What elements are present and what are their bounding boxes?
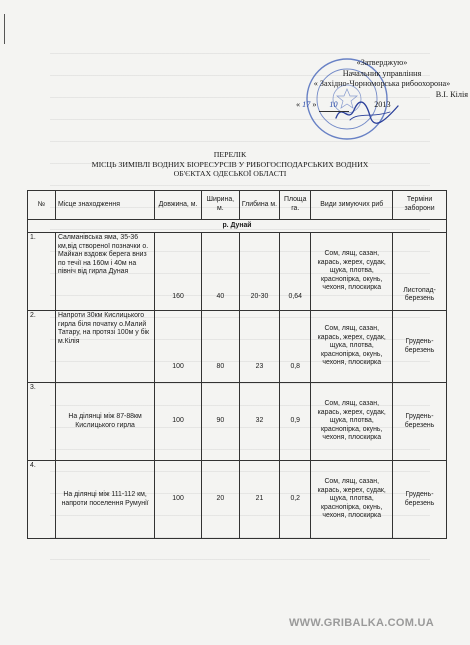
row-length: 160: [155, 233, 202, 311]
row-num: 1.: [28, 233, 56, 311]
date-year: 2013: [374, 100, 391, 109]
header-num: №: [28, 191, 56, 220]
table-header-row: [28, 191, 447, 220]
date-day: 17: [302, 100, 311, 109]
header-width: Ширина, м.: [201, 191, 239, 220]
header-area: Площа га.: [280, 191, 311, 220]
row-num: 3.: [28, 383, 56, 461]
row-num: 4.: [28, 461, 56, 539]
row-area: 0,64: [280, 233, 311, 311]
table-row: [28, 383, 447, 461]
row-location: На ділянці між 111-112 км, напроти поселення Румунії: [55, 461, 154, 539]
row-length: 100: [155, 383, 202, 461]
date-open-quote: «: [296, 100, 301, 109]
date-close-quote: »: [312, 100, 317, 109]
date-month: 10: [319, 100, 349, 112]
table-row: [28, 461, 447, 539]
site-watermark: WWW.GRIBALKA.COM.UA: [289, 617, 435, 629]
document-title: [60, 150, 400, 179]
row-fish: Сом, лящ, сазан, карась, жерех, судак, щука, плотва, краснопірка, окунь, чехоня, плоскирка: [311, 461, 393, 539]
row-terms: Грудень-березень: [393, 461, 447, 539]
wintering-places-table: [27, 190, 447, 539]
approval-date: [296, 100, 468, 112]
row-area: 0,2: [280, 461, 311, 539]
approval-signer: В.І. Кілія: [435, 89, 468, 99]
river-row: [28, 220, 447, 233]
row-depth: 23: [239, 311, 279, 383]
row-terms: Грудень-березень: [393, 383, 447, 461]
row-width: 90: [201, 383, 239, 461]
header-fish: Види зимуючих риб: [311, 191, 393, 220]
row-location: На ділянці між 87-88км Кислицького гирла: [55, 383, 154, 461]
row-terms: Грудень-березень: [393, 311, 447, 383]
row-location: Салманівська яма, 35-36 км,від створеної позначки о. Майкан вздовж берега вниз по течії на 160м і 40м на північ від гирла Дуная: [55, 233, 154, 311]
row-width: 80: [201, 311, 239, 383]
row-terms: Листопад-березень: [393, 233, 447, 311]
approval-block: [296, 58, 468, 112]
row-width: 40: [201, 233, 239, 311]
margin-mark: [4, 14, 9, 44]
row-location: Напроти 30км Кислицького гирла біля початку о.Малий Татару, на протязі 100м у бік м.Кілія: [55, 311, 154, 383]
approval-heading: «Затверджую»: [356, 58, 408, 67]
header-length: Довжина, м.: [155, 191, 202, 220]
row-length: 100: [155, 311, 202, 383]
row-depth: 20-30: [239, 233, 279, 311]
table-row: [28, 311, 447, 383]
row-width: 20: [201, 461, 239, 539]
row-depth: 32: [239, 383, 279, 461]
row-depth: 21: [239, 461, 279, 539]
row-num: 2.: [28, 311, 56, 383]
row-area: 0,9: [280, 383, 311, 461]
approval-position: Начальник управління: [342, 68, 422, 78]
row-fish: Сом, лящ, сазан, карась, жерех, судак, щука, плотва, краснопірка, окунь, чехоня, плоскирка: [311, 311, 393, 383]
header-terms: Терміни заборони: [393, 191, 447, 220]
title-line-3: ОБ'ЄКТАХ ОДЕСЬКОЇ ОБЛАСТІ: [173, 169, 287, 179]
row-length: 100: [155, 461, 202, 539]
table-row: [28, 233, 447, 311]
header-location: Місце знаходження: [55, 191, 154, 220]
row-area: 0,8: [280, 311, 311, 383]
row-fish: Сом, лящ, сазан, карась, жерех, судак, щука, плотва, краснопірка, окунь, чехоня, плоскирка: [311, 233, 393, 311]
header-depth: Глибина м.: [239, 191, 279, 220]
title-line-1: ПЕРЕЛІК: [213, 150, 247, 159]
approval-organization: « Західно-Чорноморська рибоохорона»: [313, 79, 451, 88]
row-fish: Сом, лящ, сазан, карась, жерех, судак, щука, плотва, краснопірка, окунь, чехоня, плоскирка: [311, 383, 393, 461]
river-name: р. Дунай: [28, 220, 447, 233]
title-line-2: МІСЦЬ ЗИМІВЛІ ВОДНИХ БІОРЕСУРСІВ У РИБОГОСПОДАРСЬКИХ ВОДНИХ: [91, 159, 369, 169]
